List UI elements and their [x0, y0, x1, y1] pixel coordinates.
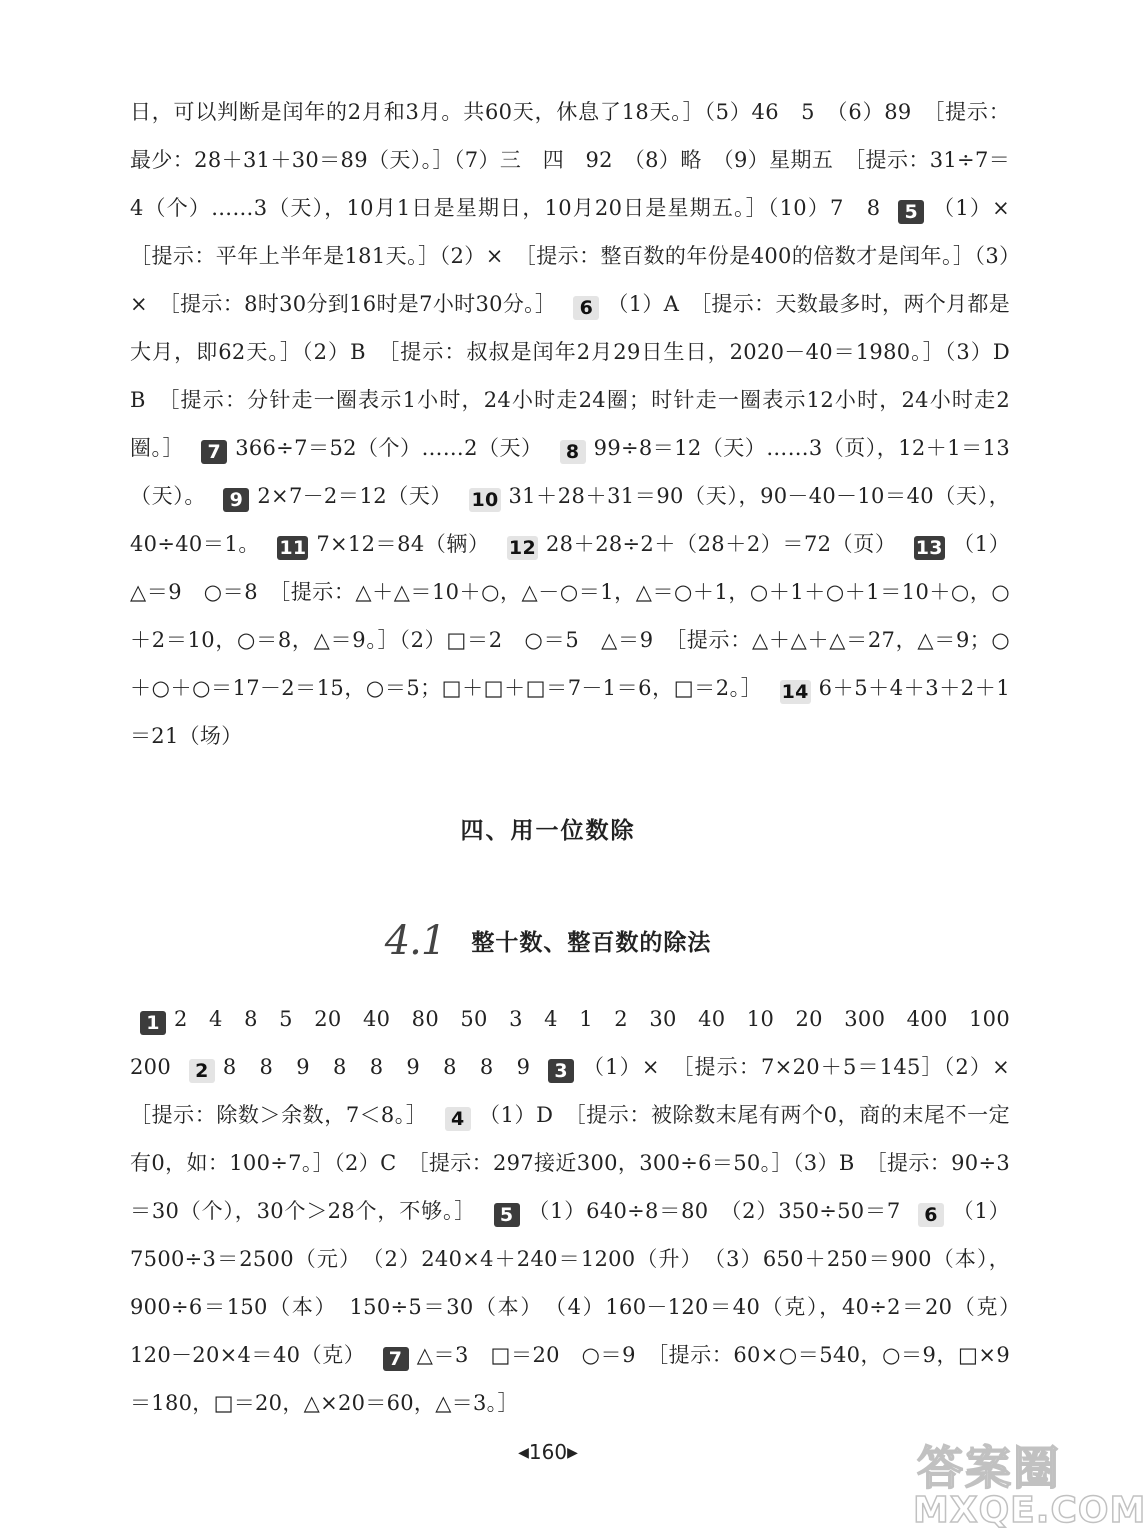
answer-text: （1）× ［提示：平年上半年是181天。］（2）× ［提示：整百数的年份是400的倍数才是闰年。］（3）× ［提示：8时30分到16时是7小时30分。］: [130, 196, 1032, 316]
question-number-badge: 12: [508, 537, 536, 559]
answer-block-top: [130, 88, 1032, 760]
answer-text: 28＋28÷2＋（28＋2）＝72（页）: [545, 532, 897, 556]
answer-text: （1）A ［提示：天数最多时，两个月都是大月，即62天。］（2）B ［提示：叔叔是闰年2月29日生日，2020－40＝1980。］（3）D B ［提示：分针走一圈表示1小时，24小时走24圈；时针走一圈表示12小时，24小时走2圈。］: [130, 292, 1032, 460]
answer-text: 日，可以判断是闰年的2月和3月。共60天，休息了18天。］（5）46 5 （6）89 ［提示：最少：28＋31＋30＝89（天）。］（7）三 四 92 （8）略 （9）星期五 ［提示：31÷7＝4（个）……3（天），10月1日是星期日，10月20日是星期五。］（10）7 8: [130, 100, 1010, 220]
question-number-badge: 6: [918, 1203, 944, 1227]
answer-text: 8 8 9 8 8 9 8 8 9: [222, 1055, 531, 1079]
answer-block-bottom: [130, 995, 1032, 1427]
right-arrow-icon: ▶: [567, 1445, 578, 1461]
question-number-badge: 13: [915, 537, 943, 559]
question-number-badge: 7: [383, 1347, 409, 1371]
question-number-badge: 5: [898, 200, 924, 224]
question-number-badge: 1: [140, 1011, 166, 1035]
section-number: 4.1: [384, 918, 446, 964]
answer-text: 6＋5＋4＋3＋2＋1＝21（场）: [130, 676, 1010, 748]
question-number-badge: 8: [560, 440, 586, 464]
watermark-en-text: MXQE.COM: [913, 1490, 1146, 1531]
answer-text: （1）640÷8＝80 （2）350÷50＝7: [527, 1199, 901, 1223]
question-number-badge: 11: [279, 537, 307, 559]
question-number-badge: 10: [471, 489, 499, 511]
chapter-title: 四、用一位数除: [460, 818, 636, 844]
answer-text: 366÷7＝52（个）……2（天）: [235, 436, 543, 460]
answer-text: 99÷8＝12（天）……3（页），12＋1＝13（天）。: [130, 436, 1010, 508]
watermark-logo: [905, 1432, 1146, 1536]
question-number-badge: 9: [223, 488, 249, 512]
answer-text: （1）D ［提示：被除数末尾有两个0，商的末尾不一定有0，如：100÷7。］（2）C ［提示：297接近300，300÷6＝50。］（3）B ［提示：90÷3＝30（个），30个＞28个，不够。］: [130, 1103, 1010, 1223]
answer-text: （1）× ［提示：7×20＋5＝145］（2）× ［提示：除数＞余数，7＜8。］: [130, 1055, 1032, 1127]
answer-text: 7×12＝84（辆）: [316, 532, 490, 556]
answer-text: （1）△＝9 ○＝8 ［提示：△＋△＝10＋○，△－○＝1，△＝○＋1，○＋1＋○＋1＝10＋○，○＋2＝10，○＝8，△＝9。］（2）□＝2 ○＝5 △＝9 ［提示：△＋△＋△＝27，△＝9；○＋○＋○＝17－2＝15，○＝5；□＋□＋□＝7－1＝6，□＝2。］: [130, 532, 1011, 700]
question-number-badge: 2: [189, 1059, 215, 1083]
question-number-badge: 4: [445, 1107, 471, 1131]
answer-text: 2×7－2＝12（天）: [257, 484, 453, 508]
watermark-cn-text: 答案圈: [917, 1441, 1061, 1495]
answer-text: 31＋28＋31＝90（天），90－40－10＝40（天），40÷40＝1。: [130, 484, 1011, 556]
left-arrow-icon: ◀: [518, 1445, 529, 1461]
answer-text: （1）7500÷3＝2500（元） （2）240×4＋240＝1200（升） （3）650＋250＝900（本），900÷6＝150（本） 150÷5＝30（本） （4）160－120＝40（克），40÷2＝20（克） 120－20×4＝40（克）: [130, 1199, 1032, 1367]
answer-text: △＝3 □＝20 ○＝9 ［提示：60×○＝540，○＝9，□×9＝180，□＝20，△×20＝60，△＝3。］: [130, 1343, 1010, 1415]
question-number-badge: 3: [548, 1059, 574, 1083]
answer-text: 2 4 8 5 20 40 80 50 3 4 1 2 30 40 10 20 300 400 100 200: [130, 1007, 1032, 1079]
question-number-badge: 7: [201, 440, 227, 464]
section-title: 整十数、整百数的除法: [471, 930, 712, 956]
question-number-badge: 6: [573, 296, 599, 320]
question-number-badge: 14: [781, 681, 809, 703]
question-number-badge: 5: [494, 1203, 520, 1227]
section-heading: [0, 918, 1096, 964]
page-number-text: 160: [528, 1440, 568, 1464]
